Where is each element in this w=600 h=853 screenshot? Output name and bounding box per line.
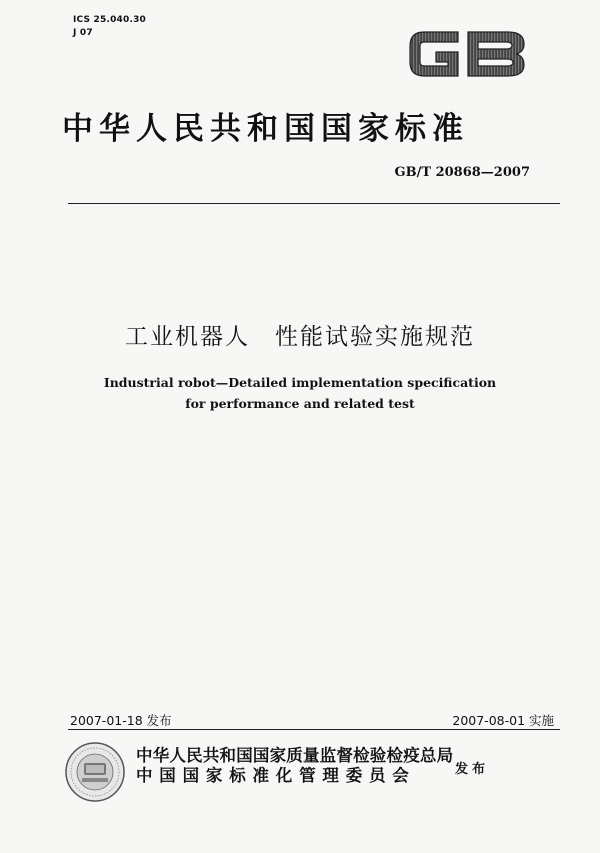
- english-title-line-1: Industrial robot—Detailed implementation specification: [103, 375, 497, 390]
- standard-body-title: 中华人民共和国国家标准: [62, 111, 469, 147]
- ics-code: ICS 25.040.30: [73, 15, 147, 25]
- top-divider: [68, 203, 560, 204]
- english-title-line-2: for performance and related test: [185, 396, 415, 411]
- classification-codes: [73, 14, 146, 40]
- bottom-divider: [68, 729, 560, 730]
- issuing-authorities: [136, 746, 453, 786]
- gb-logo-icon: [404, 22, 530, 86]
- effective-date: 2007-08-01 实施: [452, 713, 554, 728]
- issuer-sac: 中国国家标准化管理委员会: [136, 766, 416, 785]
- standard-title-english: [0, 372, 600, 414]
- issue-date: 2007-01-18 发布: [70, 713, 172, 728]
- issuer-aqsiq: 中华人民共和国国家质量监督检验检疫总局: [136, 746, 454, 765]
- anti-counterfeit-seal-icon: [64, 741, 126, 803]
- ccs-code: J 07: [73, 28, 93, 38]
- issue-label: 发布: [455, 762, 490, 777]
- standard-number: GB/T 20868—2007: [394, 165, 530, 180]
- standard-title-chinese: 工业机器人 性能试验实施规范: [125, 324, 475, 350]
